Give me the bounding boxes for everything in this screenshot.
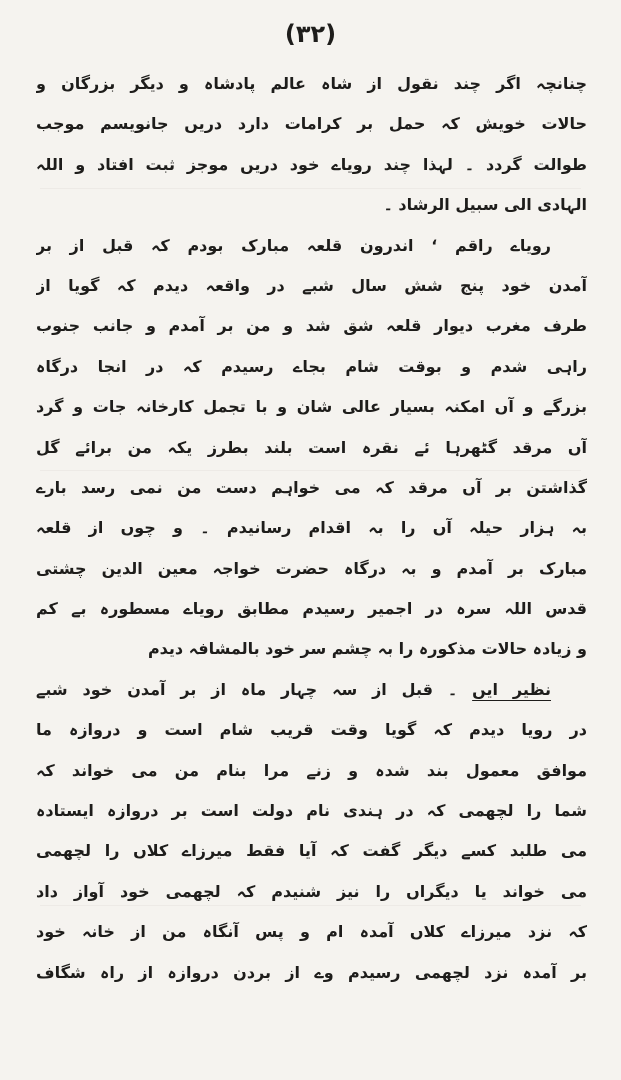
text-line: و زیادہ حالات مذکورہ را بہ چشم سر خود بالمشافہ دیدم — [147, 639, 587, 659]
text-line: بر آمدہ نزد لچھمی رسیدم وے از بردن دروازہ از راہ شگاف — [36, 962, 587, 982]
page-number: (۳۲) — [284, 20, 337, 48]
text-line: گذاشتن بر آں مرقد کہ می خواہم دست من نمی رسد بارے — [36, 477, 587, 497]
text-line: کہ نزد میرزاے کلاں آمدہ ام و پس آنگاہ من از خانہ خود — [36, 922, 587, 942]
text-line: طرف مغرب دیوار قلعہ شق شد و من بر آمدم و جانب جنوب — [36, 316, 587, 336]
text-line: موافق معمول بند شدہ و زنے مرا بنام من می خواند کہ — [36, 760, 587, 780]
paragraph-intro — [36, 64, 587, 226]
paragraph-dream-one — [36, 226, 587, 670]
text-line: راہی شدم و بوقت شام بجاے رسیدم کہ در انجا درگاہ — [36, 356, 587, 376]
text-line: در رویا دیدم کہ گویا وقت قریب شام است و دروازہ ما — [36, 720, 587, 740]
text-line: رویاے راقم ‘ اندرون قلعہ مبارک بودم کہ قبل از بر — [36, 235, 551, 255]
text-line: می طلبد کسے دیگر گفت کہ آیا فقط میرزاے کلاں را لچھمی — [36, 841, 587, 861]
text-line: بہ ہزار حیلہ آں را بہ اقدام رسانیدم ۔ و چوں از قلعہ — [36, 518, 587, 538]
text-line: الہادی الی سبیل الرشاد ۔ — [383, 195, 587, 215]
section-lead: نظیر ایں — [472, 679, 551, 699]
text-line: طوالت گردد ۔ لہذا چند رویاے خود دریں موجز ثبت افتاد و اللہ — [36, 154, 587, 174]
paragraph-dream-two — [36, 670, 587, 993]
text-line: مبارک بر آمدم و بہ درگاہ حضرت خواجہ معین الدین چشتی — [36, 558, 587, 578]
text-line-rest: ۔ قبل از سہ چہار ماہ از بر آمدن خود شبے — [36, 679, 473, 699]
text-line: آمدن خود پنج شش سال شبے در واقعہ دیدم کہ گویا از — [36, 275, 587, 295]
text-line: بزرگے و آں امکنہ بسیار عالی شان و با تجمل کارخانہ جات و گرد — [36, 397, 587, 417]
text-line — [36, 670, 587, 710]
text-line: آں مرقد گٹھرہا ئے نقرہ است بلند بطرز یکہ من برائے گل — [36, 437, 587, 457]
text-line: قدس اللہ سرہ در اجمیر رسیدم مطابق رویاے مسطورہ بے کم — [36, 599, 587, 619]
body-text — [36, 64, 587, 993]
text-line: می خواند یا دیگراں را نیز شنیدم کہ لچھمی خود آواز داد — [36, 881, 587, 901]
text-line: شما را لچھمی کہ در ہندی نام دولت است بر دروازہ ایستادہ — [36, 801, 587, 821]
text-line: حالات خویش کہ حمل بر کرامات دارد دریں جانویسم موجب — [36, 114, 587, 134]
text-line: چنانچہ اگر چند نقول از شاہ عالم پادشاہ و دیگر بزرگان و — [36, 74, 587, 93]
